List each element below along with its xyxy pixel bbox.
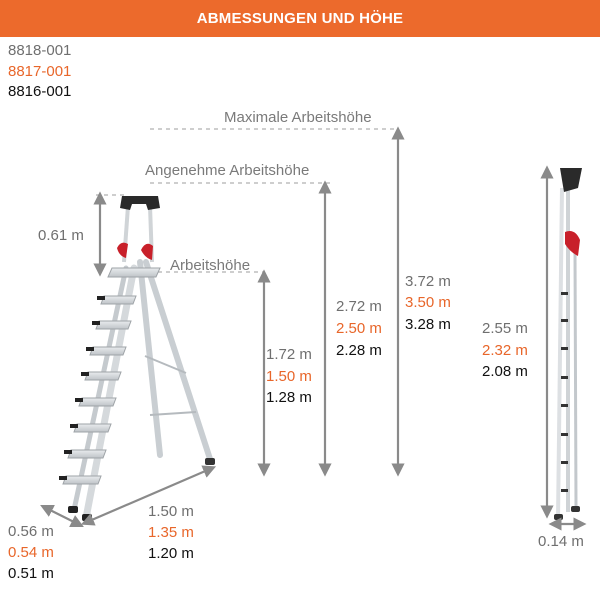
header-title: ABMESSUNGEN UND HÖHE: [196, 10, 404, 27]
max-height-small: 3.28 m: [405, 316, 451, 333]
comfortable-height-small: 2.28 m: [336, 342, 382, 359]
working-height-large: 1.72 m: [266, 346, 312, 363]
folded-step-mark: [561, 489, 568, 492]
working-height-label: Arbeitshöhe: [170, 257, 251, 274]
platform: [108, 268, 160, 277]
base-width-small: 0.51 m: [8, 565, 54, 582]
ladder-folded: [554, 168, 582, 520]
model-large: 8818-001: [8, 42, 72, 59]
step-5: [79, 398, 116, 406]
comfortable-height-large: 2.72 m: [336, 298, 382, 315]
folded-step-mark: [561, 319, 568, 322]
model-small: 8816-001: [8, 83, 72, 100]
step-7: [68, 450, 106, 458]
step-cap: [81, 372, 89, 376]
step-4: [85, 372, 121, 380]
model-medium: 8817-001: [8, 62, 72, 80]
base-width-large: 0.56 m: [8, 523, 54, 540]
folded-step-mark: [561, 461, 568, 464]
rail-height-value: 0.61 m: [38, 227, 84, 244]
folded-foot: [571, 506, 580, 512]
step-8: [63, 476, 101, 484]
max-height-large: 3.72 m: [405, 273, 451, 290]
base-width-medium: 0.54 m: [8, 544, 54, 561]
step-cap: [75, 398, 83, 402]
step-3: [90, 347, 126, 355]
front-foot-left: [68, 506, 78, 513]
folded-step-mark: [561, 433, 568, 436]
folded-height-small: 2.08 m: [482, 363, 528, 380]
folded-step-mark: [561, 404, 568, 407]
comfortable-height-label: Angenehme Arbeitshöhe: [145, 162, 310, 179]
step-1: [101, 296, 136, 304]
folded-foot: [554, 514, 563, 520]
step-6: [74, 424, 111, 432]
step-cap: [64, 450, 72, 454]
working-height-medium: 1.50 m: [266, 368, 312, 385]
tool-tray: [120, 196, 160, 210]
hinge-cap-right: [141, 244, 153, 260]
folded-rear-leg: [575, 250, 576, 508]
folded-depth-value: 0.14 m: [538, 533, 584, 550]
base-depth-large: 1.50 m: [148, 503, 194, 520]
step-cap: [86, 347, 94, 351]
folded-step-mark: [561, 292, 568, 295]
base-depth-medium: 1.35 m: [148, 524, 194, 541]
step-cap: [92, 321, 100, 325]
folded-height-medium: 2.32 m: [482, 342, 528, 359]
folded-height-large: 2.55 m: [482, 320, 528, 337]
step-cap: [70, 424, 78, 428]
folded-step-mark: [561, 347, 568, 350]
step-cap: [97, 296, 105, 300]
base-depth-small: 1.20 m: [148, 545, 194, 562]
folded-step-mark: [561, 376, 568, 379]
comfortable-height-medium: 2.50 m: [336, 320, 382, 337]
step-cap: [59, 476, 67, 480]
max-height-medium: 3.50 m: [405, 294, 451, 311]
folded-stile: [558, 188, 562, 520]
max-height-label: Maximale Arbeitshöhe: [224, 109, 372, 126]
rear-foot: [205, 458, 215, 465]
working-height-small: 1.28 m: [266, 389, 312, 406]
step-2: [96, 321, 131, 329]
